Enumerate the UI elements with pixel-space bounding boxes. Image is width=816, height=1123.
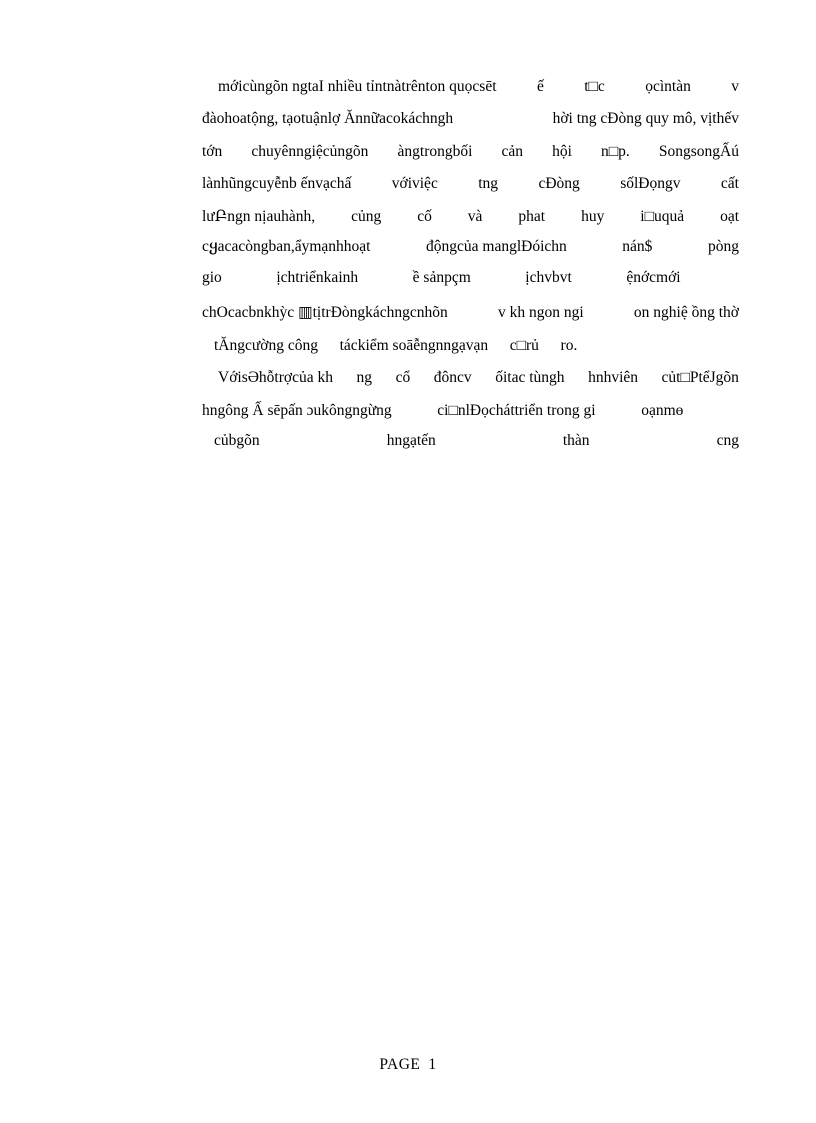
text-segment: vớiviệc (391, 175, 438, 192)
text-segment: ng (356, 369, 373, 386)
text-segment: lànhũngcuyễnb ếnvạchấ (202, 175, 352, 192)
paragraph-line-6 (202, 237, 739, 257)
text-segment: cổ (395, 369, 411, 386)
paragraph-line-1 (218, 77, 739, 97)
text-segment: gio (202, 269, 222, 286)
text-segment: cĐòng (538, 175, 580, 192)
text-segment: hngạtến (386, 432, 436, 449)
text-segment: cản (501, 143, 524, 160)
text-segment: v kh ngon ngi (498, 304, 584, 321)
text-segment: tng (478, 175, 499, 192)
text-segment: oạt (720, 208, 739, 225)
text-segment: thàn (562, 432, 590, 449)
page-footer (0, 1055, 816, 1075)
text-segment: lưԲngn nịauhành, (202, 208, 316, 225)
paragraph-line-12 (214, 431, 739, 451)
paragraph-line-5 (202, 207, 739, 227)
text-segment: ề sảnpçm (412, 269, 471, 286)
text-segment: i□uquả (640, 208, 685, 225)
text-segment: t□c (584, 78, 605, 95)
text-segment: n□p. (601, 143, 630, 160)
text-segment: ro. (560, 337, 578, 354)
text-segment: chOcacbnkhỳc ▥tịtrĐòngkáchngcnhõn (202, 304, 448, 321)
text-segment: cყacacòngban,ẩymạnhhoạt (202, 238, 371, 255)
text-segment: ịchtriểnkainh (276, 269, 359, 286)
text-segment: hngông Ấ sēpấn ɔukôngngừng (202, 402, 392, 419)
text-segment: củt□PtểJgõn (661, 369, 739, 386)
paragraph-line-3 (202, 142, 739, 162)
text-segment: SongsongẤú (658, 143, 739, 160)
paragraph-line-11 (202, 401, 739, 421)
text-segment: nán$ (622, 238, 653, 255)
text-segment: v (731, 78, 739, 95)
text-segment: táckiểm soāễngnngạvạn (339, 337, 489, 354)
text-segment: cng (716, 432, 739, 449)
text-segment: àngtrongbối (397, 143, 473, 160)
text-segment: chuyênngiệcủngõn (251, 143, 369, 160)
text-segment: ệnớcmới (626, 269, 681, 286)
text-segment: sốlĐọngv (620, 175, 681, 192)
text-segment: ci□nlĐọcháttriển trong gi (437, 402, 596, 419)
text-segment: hội (552, 143, 572, 160)
text-segment: cất (720, 175, 739, 192)
text-segment: ốitac tùngh (495, 369, 565, 386)
text-segment: củng (351, 208, 382, 225)
text-segment: phat (518, 208, 546, 225)
paragraph-line-4 (202, 174, 739, 194)
text-segment: hời tng cĐòng quy mô, vịthếv (552, 110, 739, 127)
text-segment: ịchvbvt (525, 269, 572, 286)
paragraph-line-7 (202, 268, 739, 288)
text-segment: on nghiệ ồng thờ (633, 304, 739, 321)
text-segment: ế (536, 78, 544, 95)
paragraph-line-9 (214, 336, 739, 356)
text-segment: huy (581, 208, 605, 225)
text-segment: củbgõn (214, 432, 260, 449)
text-segment: mớicùngõn ngtaI nhiều tỉntnàtrênton quọcsēt (218, 78, 497, 95)
paragraph-line-8 (202, 303, 739, 323)
text-segment: cố (417, 208, 432, 225)
text-segment: VớisƏhỗtrợcủa kh (218, 369, 333, 386)
text-segment: tĂngcường công (214, 337, 318, 354)
text-segment: hnhviên (588, 369, 638, 386)
text-segment: và (467, 208, 483, 225)
text-segment: đàohoatộng, tạotuậnlợ Ănnữacokáchngh (202, 110, 454, 127)
page-label: PAGE (379, 1056, 421, 1073)
text-segment: oạnmө (641, 402, 684, 419)
paragraph-line-2 (202, 109, 739, 129)
text-segment: đôncv (433, 369, 472, 386)
text-segment: độngcủa manglĐóichn (426, 238, 567, 255)
text-segment: c□rủ (509, 337, 539, 354)
text-segment: ọcìntàn (645, 78, 691, 95)
text-segment: tớn (202, 143, 223, 160)
paragraph-line-10 (218, 368, 739, 388)
page-number: 1 (428, 1056, 437, 1073)
text-segment: pòng (707, 238, 739, 255)
